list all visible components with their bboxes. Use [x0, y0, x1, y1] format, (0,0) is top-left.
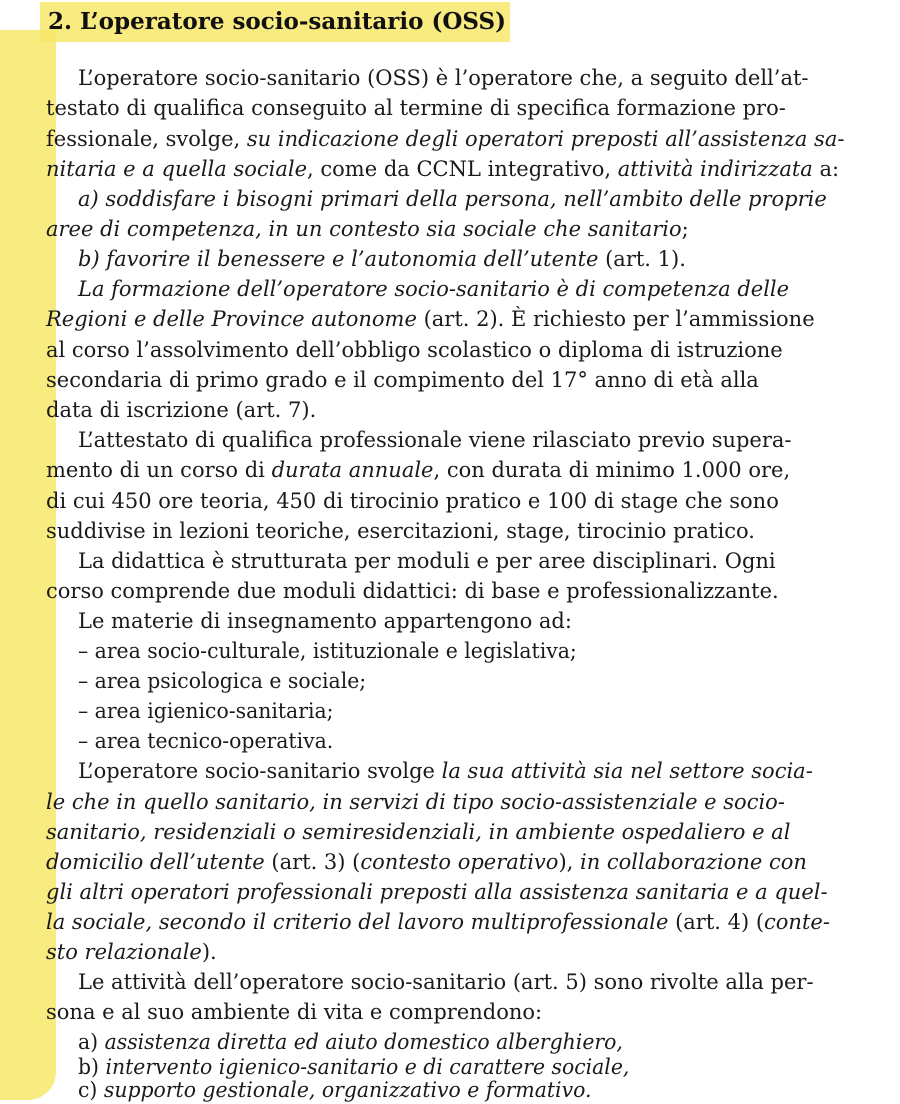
paragraph-line: al corso l’assolvimento dell’obbligo scolastico o diploma di istruzione	[46, 338, 783, 362]
paragraph-line: le che in quello sanitario, in servizi di tipo socio-assistenziale e socio-	[46, 790, 785, 814]
paragraph-line: corso comprende due moduli didattici: di base e professionalizzante.	[46, 579, 779, 603]
paragraph-line: suddivise in lezioni teoriche, esercitazioni, stage, tirocinio pratico.	[46, 519, 755, 543]
paragraph-line: di cui 450 ore teoria, 450 di tirocinio pratico e 100 di stage che sono	[46, 489, 779, 513]
section-title: 2. L’operatore socio-sanitario (OSS)	[48, 8, 506, 35]
list-line: aree di competenza, in un contesto sia sociale che sanitario;	[46, 217, 689, 241]
paragraph-line: sto relazionale).	[46, 940, 217, 964]
dash-list-item: – area tecnico-operativa.	[78, 729, 334, 753]
paragraph-line: Le materie di insegnamento appartengono ad:	[78, 609, 572, 633]
dash-list-item: – area psicologica e sociale;	[78, 669, 367, 693]
paragraph-line: La formazione dell’operatore socio-sanitario è di competenza delle	[78, 277, 790, 301]
activity-item-c: c) supporto gestionale, organizzativo e formativo.	[78, 1078, 592, 1102]
paragraph-line: mento di un corso di durata annuale, con durata di minimo 1.000 ore,	[46, 458, 791, 482]
paragraph-line: testato di qualifica conseguito al termine di specifica formazione pro-	[46, 96, 786, 120]
paragraph-line: Regioni e delle Province autonome (art. 2). È richiesto per l’ammissione	[46, 307, 815, 331]
paragraph-line: L’operatore socio-sanitario (OSS) è l’operatore che, a seguito dell’at-	[78, 66, 809, 90]
paragraph-line: domicilio dell’utente (art. 3) (contesto operativo), in collaborazione con	[46, 850, 807, 874]
dash-list-item: – area socio-culturale, istituzionale e legislativa;	[78, 639, 577, 663]
paragraph-line: L’attestato di qualifica professionale viene rilasciato previo supera-	[78, 428, 792, 452]
list-line: a) soddisfare i bisogni primari della persona, nell’ambito delle proprie	[78, 187, 827, 211]
paragraph-line: L’operatore socio-sanitario svolge la sua attività sia nel settore socia-	[78, 759, 813, 783]
paragraph-line: sanitario, residenziali o semiresidenziali, in ambiente ospedaliero e al	[46, 820, 791, 844]
paragraph-line: sona e al suo ambiente di vita e comprendono:	[46, 1000, 543, 1024]
paragraph-line: nitaria e a quella sociale, come da CCNL integrativo, attività indirizzata a:	[46, 157, 840, 181]
paragraph-line: secondaria di primo grado e il compimento del 17° anno di età alla	[46, 368, 759, 392]
paragraph-line: gli altri operatori professionali preposti alla assistenza sanitaria e a quel-	[46, 880, 828, 904]
paragraph-line: fessionale, svolge, su indicazione degli operatori preposti all’assistenza sa-	[46, 127, 845, 151]
activity-item-b: b) intervento igienico-sanitario e di carattere sociale,	[78, 1055, 630, 1079]
paragraph-line: la sociale, secondo il criterio del lavoro multiprofessionale (art. 4) (conte-	[46, 910, 830, 934]
activity-item-a: a) assistenza diretta ed aiuto domestico alberghiero,	[78, 1030, 623, 1054]
dash-list-item: – area igienico-sanitaria;	[78, 699, 334, 723]
paragraph-line: data di iscrizione (art. 7).	[46, 398, 317, 422]
paragraph-line: La didattica è strutturata per moduli e per aree disciplinari. Ogni	[78, 549, 776, 573]
list-line: b) favorire il benessere e l’autonomia dell’utente (art. 1).	[78, 247, 686, 271]
paragraph-line: Le attività dell’operatore socio-sanitario (art. 5) sono rivolte alla per-	[78, 970, 814, 994]
